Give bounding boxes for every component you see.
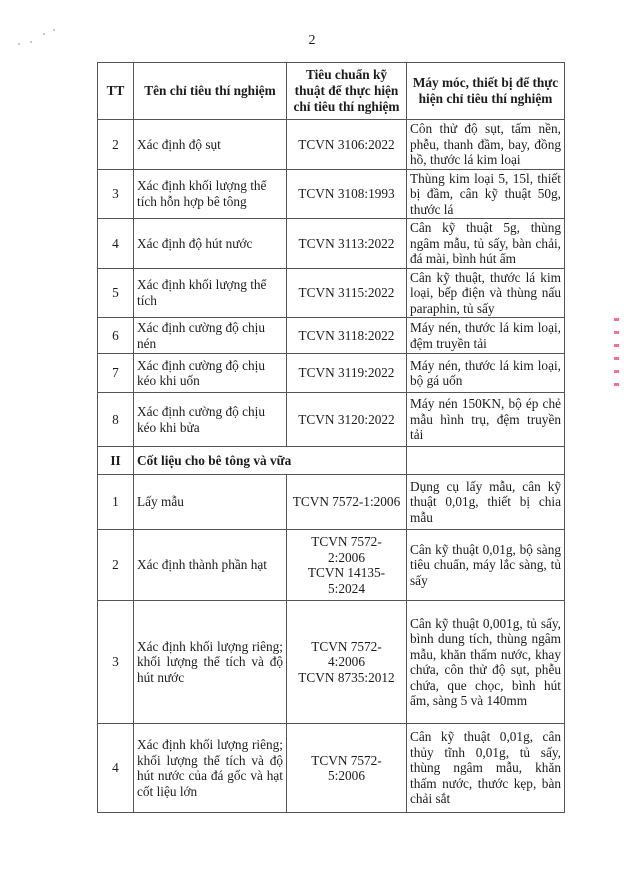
scan-speck bbox=[18, 43, 20, 45]
row-equipment: Cân kỹ thuật 0,001g, tủ sấy, bình dung tích, thùng ngâm mẫu, khăn thấm nước, khay chứa, côn thử độ sụt, phễu chứa, que chọc, bình hút ẩm, sàng 5 và 140mm bbox=[407, 601, 565, 724]
table-row bbox=[98, 120, 565, 170]
row-name: Lấy mẫu bbox=[134, 475, 287, 530]
standard-line: 2:2006 bbox=[328, 549, 365, 565]
row-equipment: Côn thử độ sụt, tấm nền, phễu, thanh đầm, bay, đồng hồ, thước lá kim loại bbox=[407, 120, 565, 170]
row-equipment: Máy nén, thước lá kim loại, bộ gá uốn bbox=[407, 354, 565, 393]
row-standard: TCVN 3113:2022 bbox=[287, 219, 407, 269]
stamp-mark bbox=[614, 344, 619, 347]
standard-line: TCVN 8735:2012 bbox=[298, 669, 395, 685]
stamp-mark bbox=[614, 318, 619, 321]
row-equipment: Cân kỹ thuật 0,01g, bộ sàng tiêu chuẩn, máy lắc sàng, tủ sấy bbox=[407, 530, 565, 601]
row-equipment: Cân kỹ thuật, thước lá kim loại, bếp điện và thùng nấu paraphin, tủ sấy bbox=[407, 268, 565, 318]
row-name: Xác định cường độ chịu kéo khi bửa bbox=[134, 393, 287, 447]
row-name: Xác định khối lượng thể tích hỗn hợp bê tông bbox=[134, 169, 287, 219]
stamp-mark bbox=[614, 383, 619, 386]
row-name: Xác định khối lượng riêng; khối lượng thể tích và độ hút nước bbox=[134, 601, 287, 724]
row-tt: 7 bbox=[98, 354, 134, 393]
scan-speck bbox=[30, 41, 32, 43]
scan-speck bbox=[53, 29, 55, 31]
table-row bbox=[98, 354, 565, 393]
row-standard: TCVN 3108:1993 bbox=[287, 169, 407, 219]
page-number: 2 bbox=[308, 33, 316, 48]
stamp-fragment-mark bbox=[614, 318, 622, 386]
row-tt: 8 bbox=[98, 393, 134, 447]
scan-speck bbox=[43, 33, 45, 35]
header-name: Tên chỉ tiêu thí nghiệm bbox=[134, 63, 287, 120]
row-tt: 4 bbox=[98, 219, 134, 269]
row-tt: 5 bbox=[98, 268, 134, 318]
section-empty-cell bbox=[407, 447, 565, 475]
test-criteria-table bbox=[97, 62, 565, 813]
row-tt: 3 bbox=[98, 601, 134, 724]
row-name: Xác định độ hút nước bbox=[134, 219, 287, 269]
standard-line: 5:2024 bbox=[328, 580, 365, 596]
row-standard: TCVN 3119:2022 bbox=[287, 354, 407, 393]
row-standard: TCVN 3106:2022 bbox=[287, 120, 407, 170]
table-row bbox=[98, 724, 565, 813]
table-row bbox=[98, 530, 565, 601]
row-name: Xác định khối lượng thể tích bbox=[134, 268, 287, 318]
table-row bbox=[98, 318, 565, 354]
row-name: Xác định độ sụt bbox=[134, 120, 287, 170]
row-name: Xác định cường độ chịu kéo khi uốn bbox=[134, 354, 287, 393]
row-standard: TCVN 3120:2022 bbox=[287, 393, 407, 447]
row-equipment: Thùng kim loại 5, 15l, thiết bị đầm, cân kỹ thuật 50g, thước lá bbox=[407, 169, 565, 219]
header-standard: Tiêu chuẩn kỹ thuật để thực hiện chỉ tiêu thí nghiệm bbox=[287, 63, 407, 120]
stamp-mark bbox=[614, 331, 619, 334]
row-equipment: Cân kỹ thuật 5g, thùng ngâm mẫu, tủ sấy, bàn chải, đá mài, bình hút ẩm bbox=[407, 219, 565, 269]
section-row bbox=[98, 447, 565, 475]
row-name: Xác định khối lượng riêng; khối lượng thể tích và độ hút nước của đá gốc và hạt cốt liệu lớn bbox=[134, 724, 287, 813]
standard-line: 4:2006 bbox=[328, 654, 365, 670]
header-equipment: Máy móc, thiết bị để thực hiện chỉ tiêu thí nghiệm bbox=[407, 63, 565, 120]
row-equipment: Máy nén, thước lá kim loại, đệm truyền tải bbox=[407, 318, 565, 354]
section-title: Cốt liệu cho bê tông và vữa bbox=[134, 447, 407, 475]
row-standard bbox=[287, 724, 407, 813]
row-standard: TCVN 3115:2022 bbox=[287, 268, 407, 318]
row-tt: 2 bbox=[98, 530, 134, 601]
row-standard: TCVN 3118:2022 bbox=[287, 318, 407, 354]
row-tt: 1 bbox=[98, 475, 134, 530]
section-number: II bbox=[98, 447, 134, 475]
row-standard bbox=[287, 601, 407, 724]
row-name: Xác định thành phần hạt bbox=[134, 530, 287, 601]
standard-line: 5:2006 bbox=[328, 768, 365, 783]
row-tt: 3 bbox=[98, 169, 134, 219]
table-row bbox=[98, 219, 565, 269]
stamp-mark bbox=[614, 370, 619, 373]
row-tt: 4 bbox=[98, 724, 134, 813]
table-row bbox=[98, 393, 565, 447]
table-header-row bbox=[98, 63, 565, 120]
row-standard: TCVN 7572-1:2006 bbox=[287, 475, 407, 530]
table-row bbox=[98, 268, 565, 318]
row-tt: 2 bbox=[98, 120, 134, 170]
standard-line: TCVN 14135- bbox=[307, 565, 386, 580]
row-tt: 6 bbox=[98, 318, 134, 354]
table-row bbox=[98, 475, 565, 530]
header-tt: TT bbox=[98, 63, 134, 120]
row-name: Xác định cường độ chịu nén bbox=[134, 318, 287, 354]
row-equipment: Cân kỹ thuật 0,01g, cân thủy tĩnh 0,01g, tủ sấy, thùng ngâm mẫu, khăn thấm nước, thước kẹp, bàn chải sắt bbox=[407, 724, 565, 813]
stamp-mark bbox=[614, 357, 619, 360]
standard-line: TCVN 7572- bbox=[311, 638, 382, 654]
table-row bbox=[98, 601, 565, 724]
row-equipment: Dụng cụ lấy mẫu, cân kỹ thuật 0,01g, thiết bị chia mẫu bbox=[407, 475, 565, 530]
row-equipment: Máy nén 150KN, bộ ép chẻ mẫu hình trụ, đệm truyền tải bbox=[407, 393, 565, 447]
standard-line: TCVN 7572- bbox=[311, 752, 382, 768]
standard-line: TCVN 7572- bbox=[311, 534, 382, 549]
table-row bbox=[98, 169, 565, 219]
row-standard bbox=[287, 530, 407, 601]
